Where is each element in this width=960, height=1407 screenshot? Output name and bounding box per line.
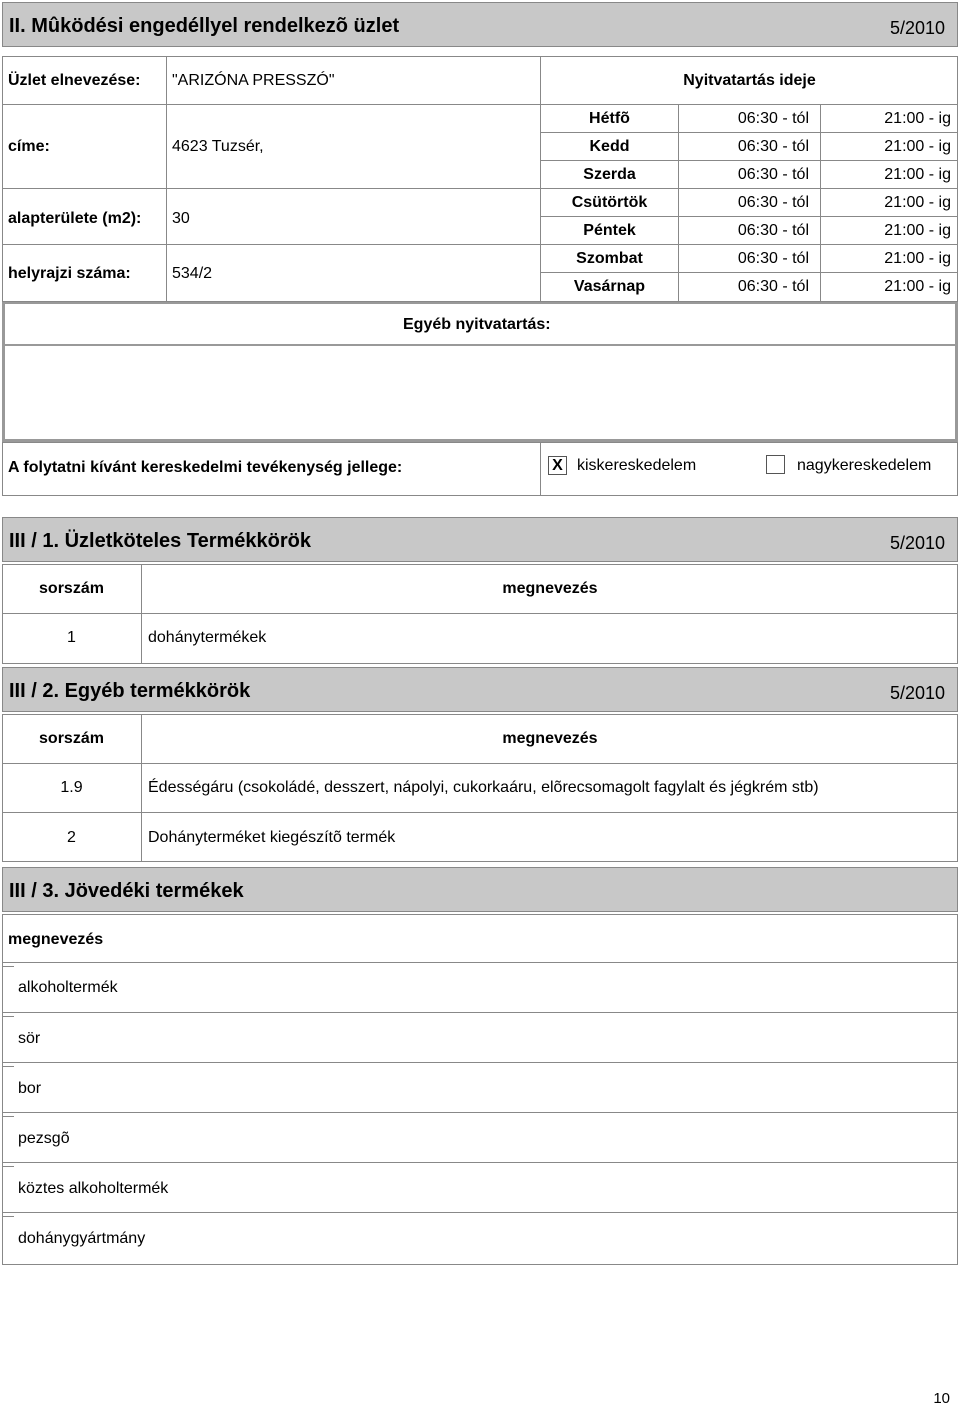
day-label: Szerda <box>583 166 636 183</box>
lot-number-value: 534/2 <box>172 265 213 282</box>
row-number: 2 <box>67 829 76 846</box>
section-2-title: II. Mûködési engedéllyel rendelkezõ üzlet <box>9 15 400 37</box>
excise-product-item: bor <box>18 1080 42 1097</box>
retail-label: kiskereskedelem <box>577 457 697 474</box>
day-label: Kedd <box>589 138 630 155</box>
shop-name-value: "ARIZÓNA PRESSZÓ" <box>172 72 335 89</box>
other-hours-label: Egyéb nyitvatartás: <box>403 316 551 333</box>
section-3-1-header <box>2 517 958 562</box>
opening-hours-header: Nyitvatartás ideje <box>683 72 816 89</box>
lot-number-label: helyrajzi száma: <box>8 265 131 282</box>
row-number: 1.9 <box>60 779 83 796</box>
row-name: Dohányterméket kiegészítõ termék <box>148 829 396 846</box>
section-3-2-title: III / 2. Egyéb termékkörök <box>9 680 251 702</box>
col-number-header: sorszám <box>39 730 104 747</box>
col-number-header: sorszám <box>39 580 104 597</box>
wholesale-label: nagykereskedelem <box>797 457 932 474</box>
section-3-3-header <box>2 867 958 912</box>
section-3-1-table <box>2 564 958 664</box>
day-from: 06:30 - tól <box>737 166 809 183</box>
day-to: 21:00 - ig <box>884 222 951 239</box>
day-to: 21:00 - ig <box>884 166 951 183</box>
day-from: 06:30 - tól <box>737 222 809 239</box>
day-label: Péntek <box>583 222 636 239</box>
area-value: 30 <box>172 210 190 227</box>
section-3-2-code: 5/2010 <box>889 683 945 703</box>
page-number: 10 <box>933 1390 950 1407</box>
day-from: 06:30 - tól <box>737 138 809 155</box>
retail-checkbox[interactable]: X <box>548 456 567 475</box>
excise-product-item: pezsgõ <box>18 1130 70 1147</box>
section-3-1-title: III / 1. Üzletköteles Termékkörök <box>9 530 311 552</box>
wholesale-checkbox[interactable] <box>766 455 785 474</box>
section-2-code: 5/2010 <box>889 18 945 38</box>
day-from: 06:30 - tól <box>737 194 809 211</box>
day-to: 21:00 - ig <box>884 278 951 295</box>
day-to: 21:00 - ig <box>884 194 951 211</box>
day-from: 06:30 - tól <box>737 110 809 127</box>
col-name-header: megnevezés <box>8 931 104 948</box>
section-3-3-title: III / 3. Jövedéki termékek <box>9 880 244 902</box>
day-label: Csütörtök <box>571 194 648 211</box>
row-number: 1 <box>67 629 76 646</box>
day-to: 21:00 - ig <box>884 250 951 267</box>
day-to: 21:00 - ig <box>884 138 951 155</box>
section-2-header <box>2 2 958 47</box>
col-name-header: megnevezés <box>502 580 598 597</box>
area-label: alapterülete (m2): <box>8 210 142 227</box>
shop-name-label: Üzlet elnevezése: <box>8 72 141 89</box>
day-from: 06:30 - tól <box>737 250 809 267</box>
address-label: címe: <box>8 138 50 155</box>
day-label: Vasárnap <box>573 278 646 295</box>
section-3-2-header <box>2 667 958 712</box>
row-name: dohánytermékek <box>148 629 267 646</box>
excise-product-item: alkoholtermék <box>18 979 118 996</box>
row-name: Édességáru (csokoládé, desszert, nápolyi, cukorkaáru, elõrecsomagolt fagylalt és jégkrém stb) <box>148 779 819 796</box>
col-name-header: megnevezés <box>502 730 598 747</box>
address-value: 4623 Tuzsér, <box>172 138 264 155</box>
excise-product-item: sör <box>18 1030 41 1047</box>
day-label: Szombat <box>576 250 643 267</box>
day-from: 06:30 - tól <box>737 278 809 295</box>
day-label: Hétfõ <box>589 110 630 127</box>
section-2-body <box>2 56 958 302</box>
excise-product-item: dohánygyártmány <box>18 1230 146 1247</box>
activity-label: A folytatni kívánt kereskedelmi tevékenység jellege: <box>8 459 403 476</box>
day-to: 21:00 - ig <box>884 110 951 127</box>
excise-product-item: köztes alkoholtermék <box>18 1180 169 1197</box>
section-3-1-code: 5/2010 <box>889 533 945 553</box>
